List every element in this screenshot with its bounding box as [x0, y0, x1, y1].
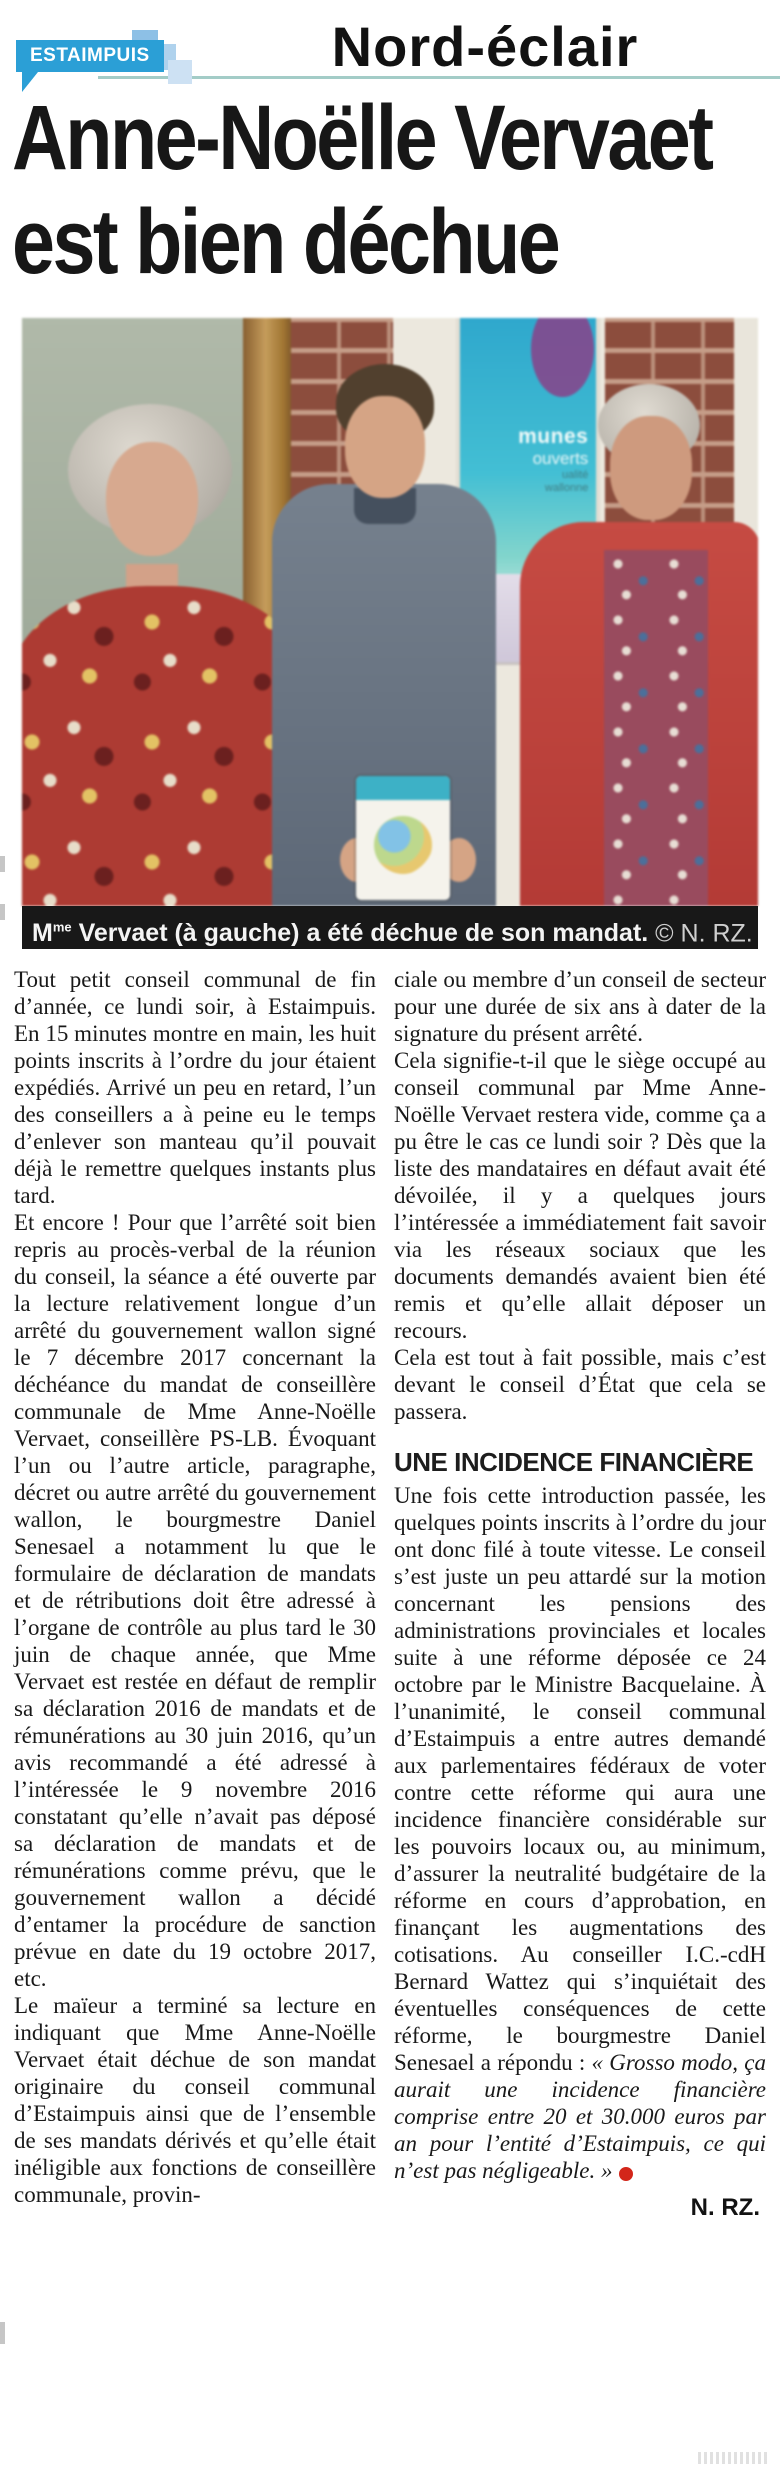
- photo-caption: [22, 906, 758, 949]
- paragraph-with-quote: Une fois cette introduction passée, les quelques points inscrits à l’ordre du jour ont donc filé à toute vitesse. Le conseil s’est juste un peu attardé sur la motion concernant les pensions des administrations provinciales et locales suite à une réforme déposée ce 24 octobre par le Ministre Bacquelaine. À l’unanimité, le conseil communal d’Estaimpuis a entre autres demandé aux parlementaires fédéraux de voter contre cette réforme qui aura une incidence financière considérable sur les pouvoirs locaux ou, au minimum, d’assurer la neutralité budgétaire de la réforme en cours d’approbation, en finançant les augmentations des cotisations. Au conseiller I.C.-cdH Bernard Wattez qui s’inquiétait des éventuelles conséquences de cette réforme, le bourgmestre Daniel Senesael a répondu : « Grosso modo, ça aurait une incidence financière comprise entre 20 et 30.000 euros par an pour l’entité d’Estaimpuis, ce qui n’est pas négligeable. »: [394, 1483, 766, 2183]
- woman-left-face: [106, 442, 198, 556]
- scan-artifact: [0, 856, 5, 872]
- woman-left-red-top: [22, 586, 310, 906]
- headline-line-1: Anne-Noëlle Vervaet: [12, 87, 712, 189]
- article-headline: [12, 86, 712, 294]
- man-right-floral-shirt: [604, 550, 708, 906]
- caption-text: $M^{me}$ Vervaet (à gauche) a été déchue de son mandat.: [32, 919, 656, 948]
- paragraph: Cela signifie-t-il que le siège occupé au conseil communal par Mme Anne-Noëlle Vervaet restera vide, comme ça a pu être le cas ce lundi soir ? Dès que la liste des mandataires en défaut avait été dévoilée, il y a quelques jours l’intéressée a immédiatement fait savoir via les réseaux sociaux que les documents demandés avaient bien été remis et qu’elle allait déposer un recours.: [394, 1048, 766, 1343]
- banner-text: munes ouverts ualité wallonne: [518, 425, 589, 495]
- newspaper-title: Nord-éclair: [331, 15, 639, 78]
- section-tag: ESTAIMPUIS: [16, 40, 164, 72]
- headline-line-2: est bien déchue: [12, 191, 559, 293]
- paragraph: Et encore ! Pour que l’arrêté soit bien repris au procès-verbal de la réunion du conseil, la séance a été ouverte par la lecture relativement longue d’un arrêté du gouvernement wallon signé le 7 décembre 2017 concernant la déchéance du mandat de conseillère communale de Mme Anne-Noëlle Vervaet, conseillère PS-LB. Évoquant l’un ou l’autre article, paragraphe, décret ou autre arrêté du gouvernement wallon, le bourgmestre Daniel Senesael a notamment lu que le formulaire de déclaration de mandats et de rétributions doit être adressé à l’organe de contrôle au plus tard le 30 juin de chaque année, que Mme Vervaet est restée en défaut de remplir sa déclaration 2016 de mandats et de rémunérations au 30 juin 2016, qu’un avis recommandé a été adressé à l’intéressée le 9 novembre 2016 constatant qu’elle n’avait pas déposé sa déclaration de mandats et de rémunérations comme prévu, que le gouvernement wallon a décidé d’entamer la procédure de sanction prévue en date du 19 octobre 2017, etc.: [14, 1210, 376, 1991]
- banner-circle: [531, 318, 594, 397]
- deco-square: [168, 60, 192, 84]
- quote-text: « Grosso modo, ça aurait une incidence financière comprise entre 20 et 30.000 euros par an pour l’entité d’Estaimpuis, ce qui n’est pas négligeable. »: [394, 2050, 766, 2183]
- paragraph: Tout petit conseil communal de fin d’année, ce lundi soir, à Estaimpuis. En 15 minutes montre en main, les huit points inscrits à l’ordre du jour étaient expédiés. Arrivé un peu en retard, l’un des conseillers a à peine eu le temps d’enlever son manteau qu’il pouvait déjà le remettre quelques instants plus tard.: [14, 967, 376, 1208]
- man-right-face: [610, 416, 692, 520]
- man-center-face: [345, 396, 425, 498]
- article-body: [0, 966, 780, 2221]
- scan-artifact: [0, 904, 5, 920]
- subhead: UNE INCIDENCE FINANCIÈRE: [394, 1447, 754, 1477]
- article-photo: [22, 318, 758, 949]
- photo-scene: [22, 318, 758, 906]
- booklet: [356, 776, 450, 900]
- paragraph: ciale ou membre d’un conseil de secteur pour une durée de six ans à dater de la signature du présent arrêté.: [394, 967, 766, 1046]
- paragraph: Le maïeur a terminé sa lecture en indiquant que Mme Anne-Noëlle Vervaet était déchue de son mandat originaire du conseil communal d’Estaimpuis ainsi que de l’ensemble de ses mandats dérivés et qu’elle était inéligible aux fonctions de conseillère communale, provin-: [14, 1993, 376, 2207]
- column-right: [394, 966, 766, 2221]
- page-header: [0, 0, 780, 84]
- column-left: [14, 966, 376, 2221]
- end-mark-icon: [619, 2167, 633, 2181]
- paragraph: Cela est tout à fait possible, mais c’est devant le conseil d’État que cela se passera.: [394, 1345, 766, 1424]
- byline: N. RZ.: [690, 2194, 760, 2221]
- watermark-smudge: [698, 2452, 768, 2464]
- scan-artifact: [0, 2322, 5, 2344]
- photo-credit: © N. RZ.: [655, 919, 753, 948]
